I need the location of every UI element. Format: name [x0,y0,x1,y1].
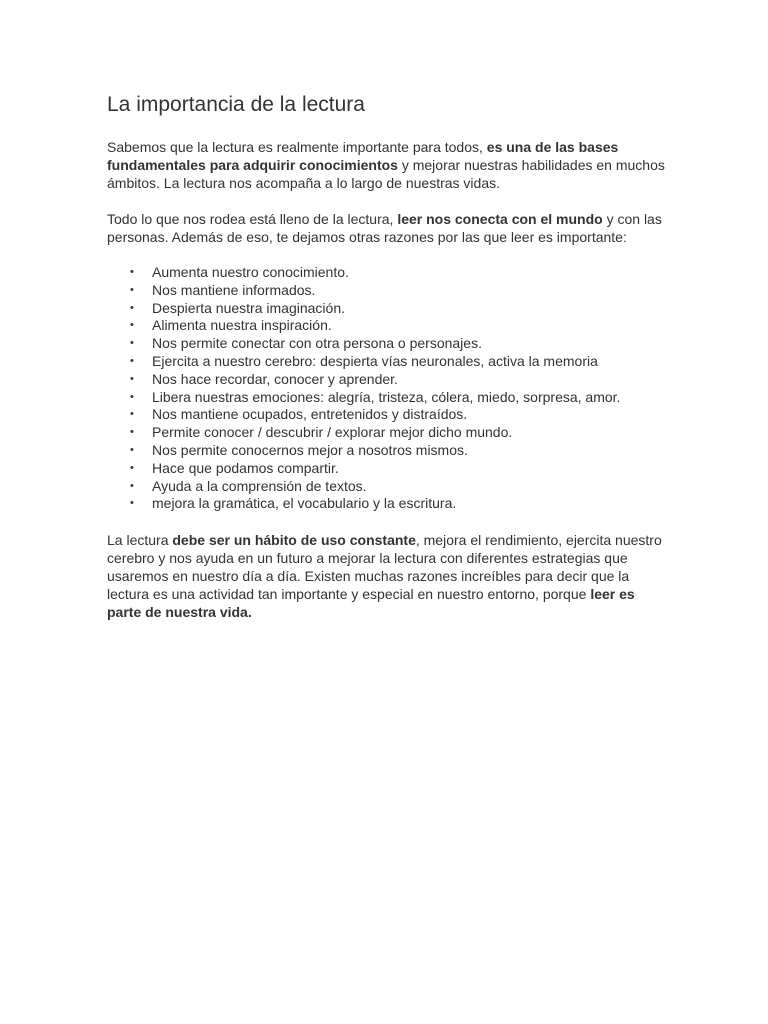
bullet-icon: • [130,372,134,385]
list-item [130,352,667,371]
bullet-icon: • [130,497,134,510]
list-item [130,317,667,335]
list-item-text: Ayuda a la comprensión de textos. [152,477,367,494]
bullet-icon: • [130,426,134,439]
closing-text-1: La lectura [107,532,173,549]
closing-text-2: , mejora el rendimiento, ejercita nuestro cerebro y nos ayuda en un futuro a mejorar la lectura con diferentes estrategias que usaremos en nuestro día a día. Existen muchas razones increíbles para decir que la lectura es una actividad tan importante y especial en nuestro entorno, porque [107,532,662,603]
bullet-icon: • [130,461,134,474]
list-item-text: Nos mantiene informados. [152,281,316,298]
document-page [107,92,667,639]
list-item-text: Nos mantiene ocupados, entretenidos y distraídos. [152,406,468,423]
list-item [130,388,667,407]
bullet-icon: • [130,319,134,332]
list-item-text: Permite conocer / descubrir / explorar mejor dicho mundo. [152,424,513,441]
page-title: La importancia de la lectura [107,93,365,116]
list-item-text: Nos permite conocernos mejor a nosotros mismos. [152,441,468,458]
bullet-icon: • [130,354,134,367]
list-item-text: Despierta nuestra imaginación. [152,299,345,316]
closing-paragraph [107,531,667,621]
list-item-text: Nos permite conectar con otra persona o personajes. [152,335,482,352]
bullet-icon: • [130,266,134,278]
bullet-icon: • [130,443,134,456]
bullet-icon: • [130,283,134,296]
list-item [130,495,667,513]
list-item [130,281,667,300]
list-item [130,477,667,496]
reasons-text-2: y con las personas. Además de eso, te dejamos otras razones por las que leer es importante: [107,211,662,245]
list-item-text: Ejercita a nuestro cerebro: despierta vías neuronales, activa la memoria [152,352,598,369]
list-item [130,335,667,353]
list-item [130,264,667,282]
list-item-text: Libera nuestras emociones: alegría, tristeza, cólera, miedo, sorpresa, amor. [152,388,621,405]
list-item-text: Hace que podamos compartir. [152,459,339,476]
intro-paragraph [107,138,667,192]
list-item-text: mejora la gramática, el vocabulario y la escritura. [152,495,457,512]
list-item [130,406,667,424]
intro-text-2: y mejorar nuestras habilidades en muchos ámbitos. La lectura nos acompaña a lo largo de nuestras vidas. [107,157,665,191]
list-item [130,370,667,389]
bullet-icon: • [130,301,134,314]
list-item [130,424,667,442]
reasons-text-1: Todo lo que nos rodea está lleno de la lectura, [107,211,398,227]
bullet-icon: • [130,390,134,403]
reasons-intro-paragraph [107,210,667,246]
closing-bold-1: debe ser un hábito de uso constante [172,532,416,549]
bullet-icon: • [130,337,134,350]
list-item [130,441,667,460]
reasons-bold-1: leer nos conecta con el mundo [397,211,603,227]
list-item [130,459,667,478]
list-item [130,299,667,318]
list-item-text: Nos hace recordar, conocer y aprender. [152,370,398,387]
intro-text-1: Sabemos que la lectura es realmente importante para todos, [107,139,487,155]
reasons-list [107,264,667,513]
bullet-icon: • [130,479,134,492]
list-item-text: Alimenta nuestra inspiración. [152,317,332,334]
intro-bold-1: es una de las bases fundamentales para adquirir conocimientos [107,139,619,173]
bullet-icon: • [130,408,134,421]
list-item-text: Aumenta nuestro conocimiento. [152,264,349,280]
closing-bold-2: leer es parte de nuestra vida. [107,586,635,621]
